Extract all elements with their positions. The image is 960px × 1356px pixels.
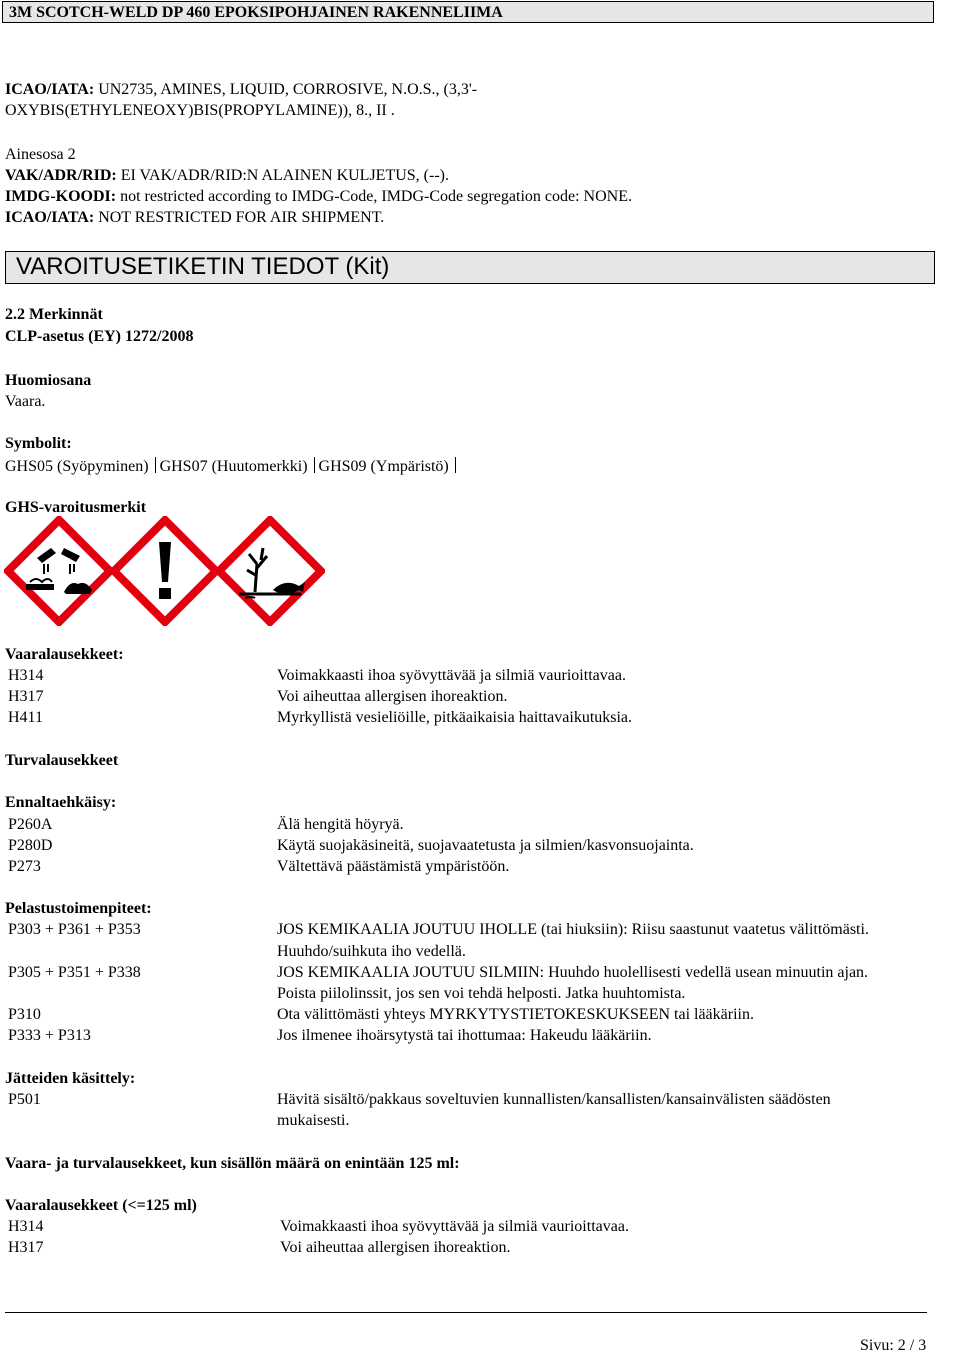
exclamation-pictogram-icon [110,516,220,626]
icao2-label: ICAO/IATA: [5,209,95,226]
vak-label: VAK/ADR/RID: [5,167,117,184]
response-text: Ota välittömästi yhteys MYRKYTYSTIETOKESKUKSEEN tai lääkäriin. [277,1006,754,1023]
small-code: H317 [8,1239,44,1256]
symbols-label: Symbolit: [5,435,72,452]
vak-text: EI VAK/ADR/RID:N ALAINEN KULJETUS, (--). [120,167,449,184]
component-label: Ainesosa 2 [5,146,76,163]
footer-rule [5,1312,927,1313]
pictograms-label: GHS-varoitusmerkit [5,499,147,516]
disposal-text-cont: mukaisesti. [277,1112,350,1129]
response-label: Pelastustoimenpiteet: [5,900,152,917]
icao-text-2: OXYBIS(ETHYLENEOXY)BIS(PROPYLAMINE)), 8., II . [5,102,395,119]
icao2-text: NOT RESTRICTED FOR AIR SHIPMENT. [98,209,385,226]
response-text-cont: Poista piilolinssit, jos sen voi tehdä helposti. Jatka huuhtomista. [277,985,686,1002]
signal-word-label: Huomiosana [5,372,92,389]
imdg-line [5,187,632,207]
separator [155,457,156,473]
prevention-code: P273 [8,858,41,875]
signal-word: Vaara. [5,393,46,410]
document-header: 3M SCOTCH-WELD DP 460 EPOKSIPOHJAINEN RAKENNELIIMA [2,1,934,23]
prevention-text: Käytä suojakäsineitä, suojavaatetusta ja silmien/kasvonsuojainta. [277,837,694,854]
response-text-cont: Huuhdo/suihkuta iho vedellä. [277,943,466,960]
imdg-text: not restricted according to IMDG-Code, IMDG-Code segregation code: NONE. [120,188,632,205]
small-text: Voimakkaasti ihoa syövyttävää ja silmiä vaurioittavaa. [280,1218,629,1235]
response-text: JOS KEMIKAALIA JOUTUU SILMIIN: Huuhdo huolellisesti vedellä usean minuutin ajan. [277,964,869,981]
disposal-label: Jätteiden käsittely: [5,1070,136,1087]
hazard-code: H411 [8,709,43,726]
hazard-label: Vaaralausekkeet: [5,646,124,663]
vak-line [5,166,449,186]
small-heading: Vaara- ja turvalausekkeet, kun sisällön määrä on enintään 125 ml: [5,1155,460,1172]
response-text: Jos ilmenee ihoärsytystä tai ihottumaa: Hakeudu lääkäriin. [277,1027,652,1044]
icao-text: UN2735, AMINES, LIQUID, CORROSIVE, N.O.S., (3,3'- [98,81,478,98]
hazard-code: H314 [8,667,44,684]
separator [455,457,456,473]
labelling-heading: 2.2 Merkinnät [5,306,103,323]
small-label: Vaaralausekkeet (<=125 ml) [5,1197,197,1214]
hazard-text: Voi aiheuttaa allergisen ihoreaktion. [277,688,508,705]
response-code: P333 + P313 [8,1027,91,1044]
response-code: P305 + P351 + P338 [8,964,141,981]
small-code: H314 [8,1218,44,1235]
symbol-ghs09: GHS09 (Ympäristö) [318,458,449,475]
hazard-code: H317 [8,688,44,705]
corrosion-pictogram-icon [4,516,114,626]
section-title: VAROITUSETIKETIN TIEDOT (Kit) [5,251,935,284]
page-number: Sivu: 2 / 3 [860,1337,927,1354]
response-code: P310 [8,1006,41,1023]
icao2-line [5,208,384,228]
prevention-text: Älä hengitä höyryä. [277,816,404,833]
icao-line [5,80,477,100]
small-text: Voi aiheuttaa allergisen ihoreaktion. [280,1239,511,1256]
disposal-code: P501 [8,1091,41,1108]
hazard-text: Voimakkaasti ihoa syövyttävää ja silmiä vaurioittavaa. [277,667,626,684]
prevention-text: Vältettävä päästämistä ympäristöön. [277,858,510,875]
disposal-text: Hävitä sisältö/pakkaus soveltuvien kunnallisten/kansallisten/kansainvälisten säädösten [277,1091,831,1108]
prevention-code: P280D [8,837,53,854]
regulation: CLP-asetus (EY) 1272/2008 [5,328,194,345]
imdg-label: IMDG-KOODI: [5,188,117,205]
response-text: JOS KEMIKAALIA JOUTUU IHOLLE (tai hiuksiin): Riisu saastunut vaatetus välittömästi. [277,921,869,938]
symbols-list [5,457,460,477]
symbol-ghs07: GHS07 (Huutomerkki) [159,458,308,475]
hazard-text: Myrkyllistä vesieliöille, pitkäaikaisia haittavaikutuksia. [277,709,633,726]
prevention-label: Ennaltaehkäisy: [5,794,117,811]
response-code: P303 + P361 + P353 [8,921,141,938]
prevention-code: P260A [8,816,53,833]
separator [314,457,315,473]
symbol-ghs05: GHS05 (Syöpyminen) [5,458,149,475]
precautionary-label: Turvalausekkeet [5,752,119,769]
icao-label: ICAO/IATA: [5,81,95,98]
environment-pictogram-icon [215,516,325,626]
